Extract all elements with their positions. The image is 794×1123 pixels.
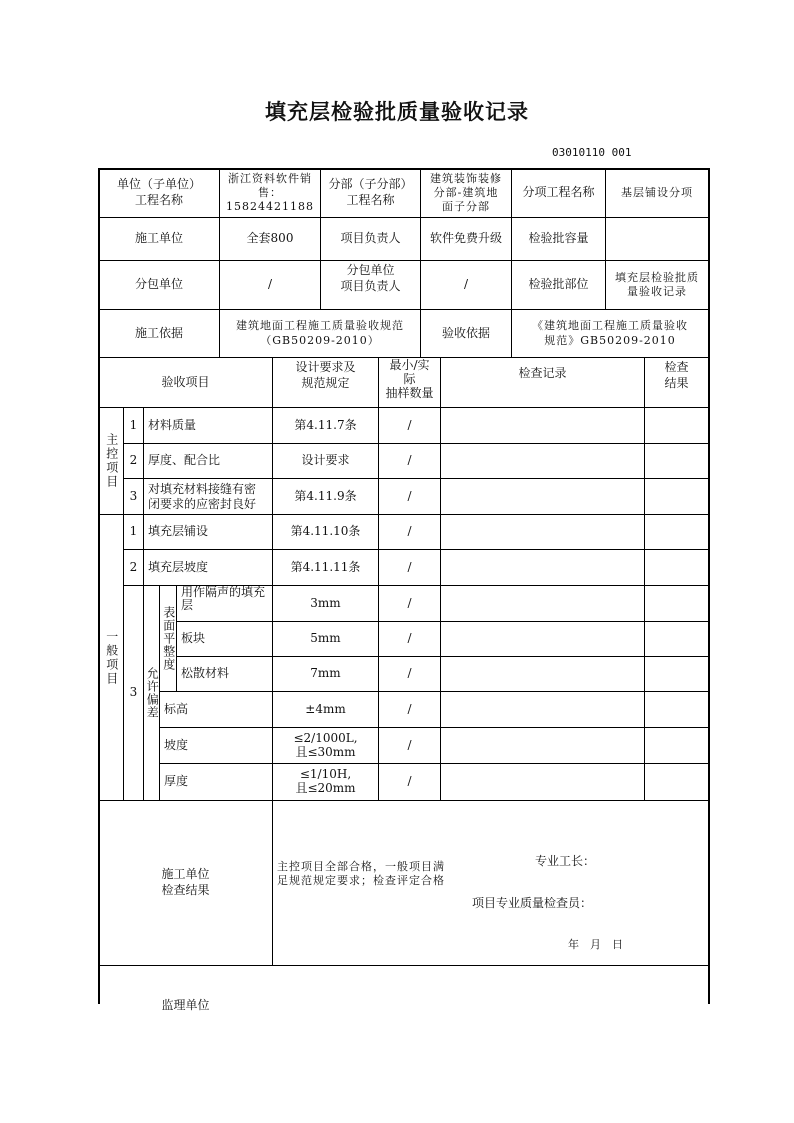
sub-row-3-name: 松散材料 [181, 666, 230, 681]
main-row-2-no: 2 [129, 453, 138, 468]
sub-row-2-req: 5mm [310, 631, 341, 646]
supervisor-label: 监理单位 [161, 998, 210, 1012]
sub-row-3-req: 7mm [310, 666, 341, 681]
general-row-1-name: 填充层铺设 [148, 524, 209, 539]
contractor-label: 施工单位 [134, 231, 183, 246]
sub-row-6-sample: / [407, 774, 412, 789]
division-value: 建筑装饰装修 分部-建筑地 面子分部 [430, 171, 502, 214]
subitem-label: 分项工程名称 [522, 185, 595, 200]
contractor-value: 全套800 [246, 231, 294, 246]
date-label: 年 月 日 [568, 937, 623, 951]
sub-row-4-name: 标高 [164, 701, 189, 716]
acceptance-basis-value: 《建筑地面工程施工质量验收 规范》GB50209-2010 [532, 319, 688, 347]
division-label: 分部（子分部） 工程名称 [328, 177, 413, 207]
main-row-2-sample: / [407, 453, 412, 468]
foreman-label: 专业工长： [535, 854, 596, 869]
sub-row-1-req: 3mm [310, 595, 341, 610]
basis-value: 建筑地面工程施工质量验收规范 （GB50209-2010） [236, 319, 404, 347]
col-design: 设计要求及 规范规定 [295, 360, 356, 390]
sub-row-6-name: 厚度 [164, 774, 189, 789]
basis-label: 施工依据 [134, 325, 183, 340]
main-row-3-no: 3 [129, 488, 138, 503]
sub-row-4-sample: / [407, 701, 412, 716]
col-sample: 最小/实 际 抽样数量 [385, 358, 434, 400]
col-item: 验收项目 [161, 374, 210, 389]
location-label: 检验批部位 [528, 277, 589, 292]
general-row-1-no: 1 [129, 524, 138, 539]
general-row-2-no: 2 [129, 559, 138, 574]
pm-label: 项目负责人 [340, 231, 401, 246]
sub-row-6-req: ≤1/10H, 且≤20mm [295, 767, 356, 795]
document-code: 03010110 001 [552, 146, 632, 159]
sub-row-2-sample: / [407, 631, 412, 646]
main-row-1-sample: / [407, 417, 412, 432]
unit-label: 单位（子单位） 工程名称 [116, 177, 201, 207]
location-value: 填充层检验批质 量验收记录 [615, 270, 699, 298]
general-row-3-no: 3 [129, 685, 138, 700]
sub-row-1-name: 用作隔声的填充层 [181, 586, 266, 612]
sub-row-5-name: 坡度 [164, 737, 189, 752]
col-record: 检查记录 [518, 366, 567, 380]
general-row-2-req: 第4.11.11条 [290, 559, 361, 574]
general-row-1-req: 第4.11.10条 [290, 524, 361, 539]
main-row-3-name: 对填充材料接缝有密 闭要求的应密封良好 [148, 482, 257, 511]
main-row-1-no: 1 [129, 417, 138, 432]
general-label: 一般项目 [104, 629, 119, 686]
main-row-1-req: 第4.11.7条 [294, 417, 357, 432]
general-row-2-sample: / [407, 559, 412, 574]
main-row-2-name: 厚度、配合比 [148, 453, 221, 468]
sub-row-5-req: ≤2/1000L, 且≤30mm [293, 730, 358, 759]
pm-value: 软件免费升级 [429, 231, 502, 246]
main-row-3-req: 第4.11.9条 [294, 488, 357, 503]
capacity-label: 检验批容量 [528, 231, 589, 246]
subcontractor-value: / [267, 277, 273, 292]
general-row-1-sample: / [407, 524, 412, 539]
allow-deviation-label: 允许偏差 [145, 667, 159, 719]
acceptance-basis-label: 验收依据 [441, 325, 490, 340]
document-title: 填充层检验批质量验收记录 [265, 99, 529, 124]
unit-value: 浙江资料软件销 售： 15824421188 [226, 171, 314, 214]
subcontractor-label: 分包单位 [134, 277, 183, 292]
sub-row-5-sample: / [407, 737, 412, 752]
col-result: 检查 结果 [664, 360, 689, 390]
sub-row-4-req: ±4mm [305, 701, 346, 716]
sub-row-2-name: 板块 [181, 631, 206, 646]
subitem-value: 基层铺设分项 [621, 185, 693, 199]
contractor-check-label: 施工单位 检查结果 [161, 867, 210, 897]
main-control-label: 主控项目 [104, 433, 119, 489]
sub-row-3-sample: / [407, 666, 412, 681]
general-row-2-name: 填充层坡度 [148, 559, 209, 574]
conclusion-text: 主控项目全部合格，一般项目满 足规范规定要求；检查评定合格 [277, 860, 445, 888]
main-row-2-req: 设计要求 [301, 453, 350, 468]
main-row-3-sample: / [407, 488, 412, 503]
capacity-value [606, 218, 708, 260]
inspector-label: 项目专业质量检查员： [472, 896, 593, 911]
sub-pm-value: / [463, 277, 469, 292]
sub-row-1-sample: / [407, 595, 412, 610]
sub-pm-label: 分包单位 项目负责人 [340, 263, 401, 293]
main-row-1-name: 材料质量 [148, 417, 197, 432]
flatness-label: 表面平整度 [161, 606, 176, 671]
